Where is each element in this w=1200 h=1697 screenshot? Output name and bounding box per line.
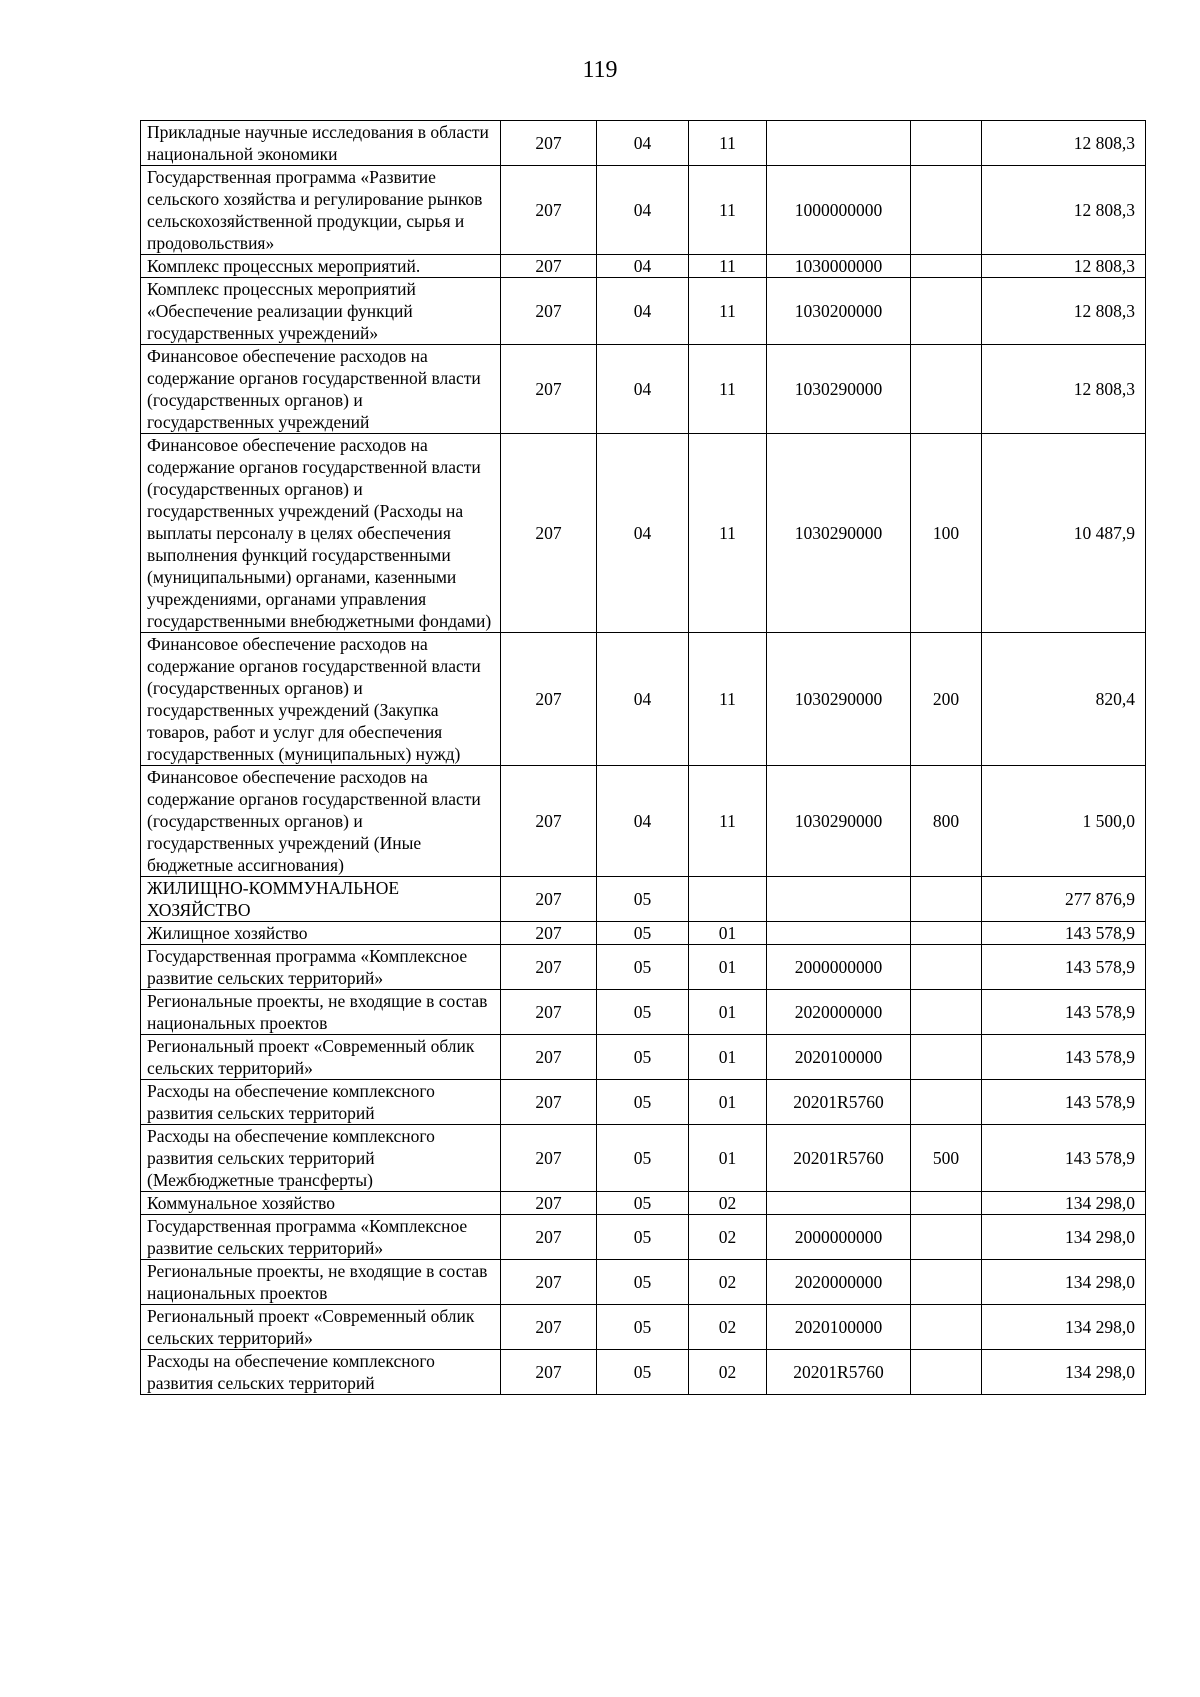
cell-ministry-code: 207 <box>501 255 597 278</box>
cell-expense-type: 500 <box>911 1125 982 1192</box>
cell-expense-type <box>911 1260 982 1305</box>
cell-ministry-code: 207 <box>501 121 597 166</box>
cell-name: Расходы на обеспечение комплексного развития сельских территорий (Межбюджетные трансферты) <box>141 1125 501 1192</box>
cell-subsection: 02 <box>689 1215 767 1260</box>
cell-ministry-code: 207 <box>501 1215 597 1260</box>
table-row <box>141 166 1146 255</box>
table-row <box>141 990 1146 1035</box>
cell-amount: 12 808,3 <box>982 166 1146 255</box>
cell-section: 05 <box>597 1260 689 1305</box>
cell-section: 04 <box>597 278 689 345</box>
cell-name: Жилищное хозяйство <box>141 922 501 945</box>
budget-table <box>140 120 1146 1395</box>
cell-amount: 12 808,3 <box>982 278 1146 345</box>
cell-target-article: 2020100000 <box>767 1035 911 1080</box>
cell-subsection: 01 <box>689 922 767 945</box>
cell-amount: 143 578,9 <box>982 1080 1146 1125</box>
cell-section: 04 <box>597 766 689 877</box>
cell-ministry-code: 207 <box>501 434 597 633</box>
cell-expense-type <box>911 1215 982 1260</box>
table-row <box>141 121 1146 166</box>
table-row <box>141 633 1146 766</box>
page-number: 119 <box>582 57 618 83</box>
cell-amount: 143 578,9 <box>982 990 1146 1035</box>
cell-amount: 12 808,3 <box>982 255 1146 278</box>
cell-subsection: 02 <box>689 1260 767 1305</box>
cell-section: 05 <box>597 1035 689 1080</box>
table-row <box>141 877 1146 922</box>
table-row <box>141 1305 1146 1350</box>
cell-subsection: 01 <box>689 1125 767 1192</box>
cell-ministry-code: 207 <box>501 877 597 922</box>
cell-ministry-code: 207 <box>501 166 597 255</box>
cell-target-article: 1030290000 <box>767 633 911 766</box>
cell-section: 05 <box>597 1305 689 1350</box>
cell-amount: 143 578,9 <box>982 1035 1146 1080</box>
cell-target-article: 1030000000 <box>767 255 911 278</box>
cell-amount: 12 808,3 <box>982 121 1146 166</box>
table-row <box>141 766 1146 877</box>
table-row <box>141 1350 1146 1395</box>
cell-expense-type <box>911 1350 982 1395</box>
cell-name: Финансовое обеспечение расходов на содержание органов государственной власти (государственных органов) и государственных учреждений (Иные бюджетные ассигнования) <box>141 766 501 877</box>
cell-expense-type <box>911 255 982 278</box>
cell-target-article: 2020100000 <box>767 1305 911 1350</box>
table-row <box>141 1125 1146 1192</box>
cell-target-article <box>767 922 911 945</box>
cell-target-article: 1030200000 <box>767 278 911 345</box>
cell-amount: 134 298,0 <box>982 1305 1146 1350</box>
table-row <box>141 1192 1146 1215</box>
cell-expense-type <box>911 1192 982 1215</box>
cell-name: Региональные проекты, не входящие в состав национальных проектов <box>141 990 501 1035</box>
cell-name: Финансовое обеспечение расходов на содержание органов государственной власти (государственных органов) и государственных учреждений (Закупка товаров, работ и услуг для обеспечения государственных (муниципальных) нужд) <box>141 633 501 766</box>
cell-expense-type <box>911 166 982 255</box>
cell-name: Государственная программа «Комплексное развитие сельских территорий» <box>141 1215 501 1260</box>
table-row <box>141 1215 1146 1260</box>
table-body <box>141 121 1146 1395</box>
cell-amount: 143 578,9 <box>982 922 1146 945</box>
cell-ministry-code: 207 <box>501 345 597 434</box>
cell-target-article: 2000000000 <box>767 1215 911 1260</box>
cell-section: 04 <box>597 166 689 255</box>
cell-amount: 820,4 <box>982 633 1146 766</box>
cell-expense-type <box>911 121 982 166</box>
cell-name: Расходы на обеспечение комплексного развития сельских территорий <box>141 1350 501 1395</box>
cell-subsection: 11 <box>689 278 767 345</box>
cell-subsection: 01 <box>689 1080 767 1125</box>
cell-subsection: 11 <box>689 434 767 633</box>
cell-target-article: 2020000000 <box>767 990 911 1035</box>
table-row <box>141 922 1146 945</box>
cell-ministry-code: 207 <box>501 1080 597 1125</box>
table-row <box>141 1080 1146 1125</box>
cell-amount: 134 298,0 <box>982 1350 1146 1395</box>
cell-name: Финансовое обеспечение расходов на содержание органов государственной власти (государственных органов) и государственных учреждений <box>141 345 501 434</box>
table-row <box>141 1035 1146 1080</box>
cell-subsection: 01 <box>689 1035 767 1080</box>
cell-section: 04 <box>597 255 689 278</box>
cell-expense-type: 100 <box>911 434 982 633</box>
cell-amount: 1 500,0 <box>982 766 1146 877</box>
cell-ministry-code: 207 <box>501 1305 597 1350</box>
table-row <box>141 345 1146 434</box>
cell-section: 04 <box>597 434 689 633</box>
cell-subsection: 02 <box>689 1350 767 1395</box>
cell-target-article <box>767 1192 911 1215</box>
cell-section: 04 <box>597 121 689 166</box>
cell-subsection: 11 <box>689 766 767 877</box>
table-row <box>141 434 1146 633</box>
cell-subsection: 01 <box>689 990 767 1035</box>
cell-expense-type <box>911 945 982 990</box>
cell-name: Коммунальное хозяйство <box>141 1192 501 1215</box>
cell-section: 05 <box>597 1192 689 1215</box>
cell-expense-type <box>911 278 982 345</box>
cell-subsection: 02 <box>689 1192 767 1215</box>
cell-ministry-code: 207 <box>501 1035 597 1080</box>
cell-ministry-code: 207 <box>501 990 597 1035</box>
cell-ministry-code: 207 <box>501 1192 597 1215</box>
cell-name: Региональный проект «Современный облик сельских территорий» <box>141 1305 501 1350</box>
cell-section: 05 <box>597 1215 689 1260</box>
cell-target-article: 2020000000 <box>767 1260 911 1305</box>
cell-target-article: 1000000000 <box>767 166 911 255</box>
cell-target-article: 20201R5760 <box>767 1080 911 1125</box>
cell-section: 04 <box>597 345 689 434</box>
cell-name: Региональные проекты, не входящие в состав национальных проектов <box>141 1260 501 1305</box>
cell-amount: 277 876,9 <box>982 877 1146 922</box>
cell-ministry-code: 207 <box>501 633 597 766</box>
cell-ministry-code: 207 <box>501 1260 597 1305</box>
cell-ministry-code: 207 <box>501 1350 597 1395</box>
cell-name: Государственная программа «Комплексное развитие сельских территорий» <box>141 945 501 990</box>
table-row <box>141 1260 1146 1305</box>
cell-name: Комплекс процессных мероприятий «Обеспечение реализации функций государственных учреждений» <box>141 278 501 345</box>
cell-subsection: 01 <box>689 945 767 990</box>
table-row <box>141 278 1146 345</box>
cell-target-article: 2000000000 <box>767 945 911 990</box>
cell-amount: 12 808,3 <box>982 345 1146 434</box>
cell-target-article: 1030290000 <box>767 766 911 877</box>
cell-section: 05 <box>597 922 689 945</box>
cell-ministry-code: 207 <box>501 766 597 877</box>
cell-subsection: 11 <box>689 345 767 434</box>
cell-subsection: 11 <box>689 121 767 166</box>
cell-expense-type: 800 <box>911 766 982 877</box>
cell-subsection <box>689 877 767 922</box>
cell-expense-type: 200 <box>911 633 982 766</box>
cell-name: Расходы на обеспечение комплексного развития сельских территорий <box>141 1080 501 1125</box>
cell-subsection: 11 <box>689 633 767 766</box>
table-row <box>141 255 1146 278</box>
cell-section: 04 <box>597 633 689 766</box>
cell-section: 05 <box>597 990 689 1035</box>
cell-section: 05 <box>597 1080 689 1125</box>
cell-expense-type <box>911 922 982 945</box>
cell-section: 05 <box>597 1125 689 1192</box>
cell-amount: 143 578,9 <box>982 1125 1146 1192</box>
cell-target-article: 1030290000 <box>767 345 911 434</box>
cell-target-article: 1030290000 <box>767 434 911 633</box>
cell-expense-type <box>911 877 982 922</box>
cell-name: ЖИЛИЩНО-КОММУНАЛЬНОЕ ХОЗЯЙСТВО <box>141 877 501 922</box>
cell-expense-type <box>911 1080 982 1125</box>
cell-expense-type <box>911 345 982 434</box>
cell-expense-type <box>911 990 982 1035</box>
cell-expense-type <box>911 1035 982 1080</box>
cell-amount: 134 298,0 <box>982 1192 1146 1215</box>
cell-name: Финансовое обеспечение расходов на содержание органов государственной власти (государственных органов) и государственных учреждений (Расходы на выплаты персоналу в целях обеспечения выполнения функций государственными (муниципальными) органами, казенными учреждениями, органами управления государственными внебюджетными фондами) <box>141 434 501 633</box>
cell-amount: 10 487,9 <box>982 434 1146 633</box>
cell-name: Комплекс процессных мероприятий. <box>141 255 501 278</box>
cell-amount: 134 298,0 <box>982 1260 1146 1305</box>
table-row <box>141 945 1146 990</box>
cell-name: Прикладные научные исследования в области национальной экономики <box>141 121 501 166</box>
cell-name: Региональный проект «Современный облик сельских территорий» <box>141 1035 501 1080</box>
cell-expense-type <box>911 1305 982 1350</box>
cell-target-article <box>767 121 911 166</box>
cell-subsection: 11 <box>689 255 767 278</box>
cell-section: 05 <box>597 877 689 922</box>
cell-ministry-code: 207 <box>501 922 597 945</box>
cell-section: 05 <box>597 1350 689 1395</box>
cell-name: Государственная программа «Развитие сельского хозяйства и регулирование рынков сельскохозяйственной продукции, сырья и продовольствия» <box>141 166 501 255</box>
cell-target-article: 20201R5760 <box>767 1350 911 1395</box>
cell-amount: 134 298,0 <box>982 1215 1146 1260</box>
cell-ministry-code: 207 <box>501 278 597 345</box>
cell-amount: 143 578,9 <box>982 945 1146 990</box>
cell-subsection: 02 <box>689 1305 767 1350</box>
cell-target-article: 20201R5760 <box>767 1125 911 1192</box>
cell-ministry-code: 207 <box>501 945 597 990</box>
cell-subsection: 11 <box>689 166 767 255</box>
cell-section: 05 <box>597 945 689 990</box>
cell-ministry-code: 207 <box>501 1125 597 1192</box>
cell-target-article <box>767 877 911 922</box>
